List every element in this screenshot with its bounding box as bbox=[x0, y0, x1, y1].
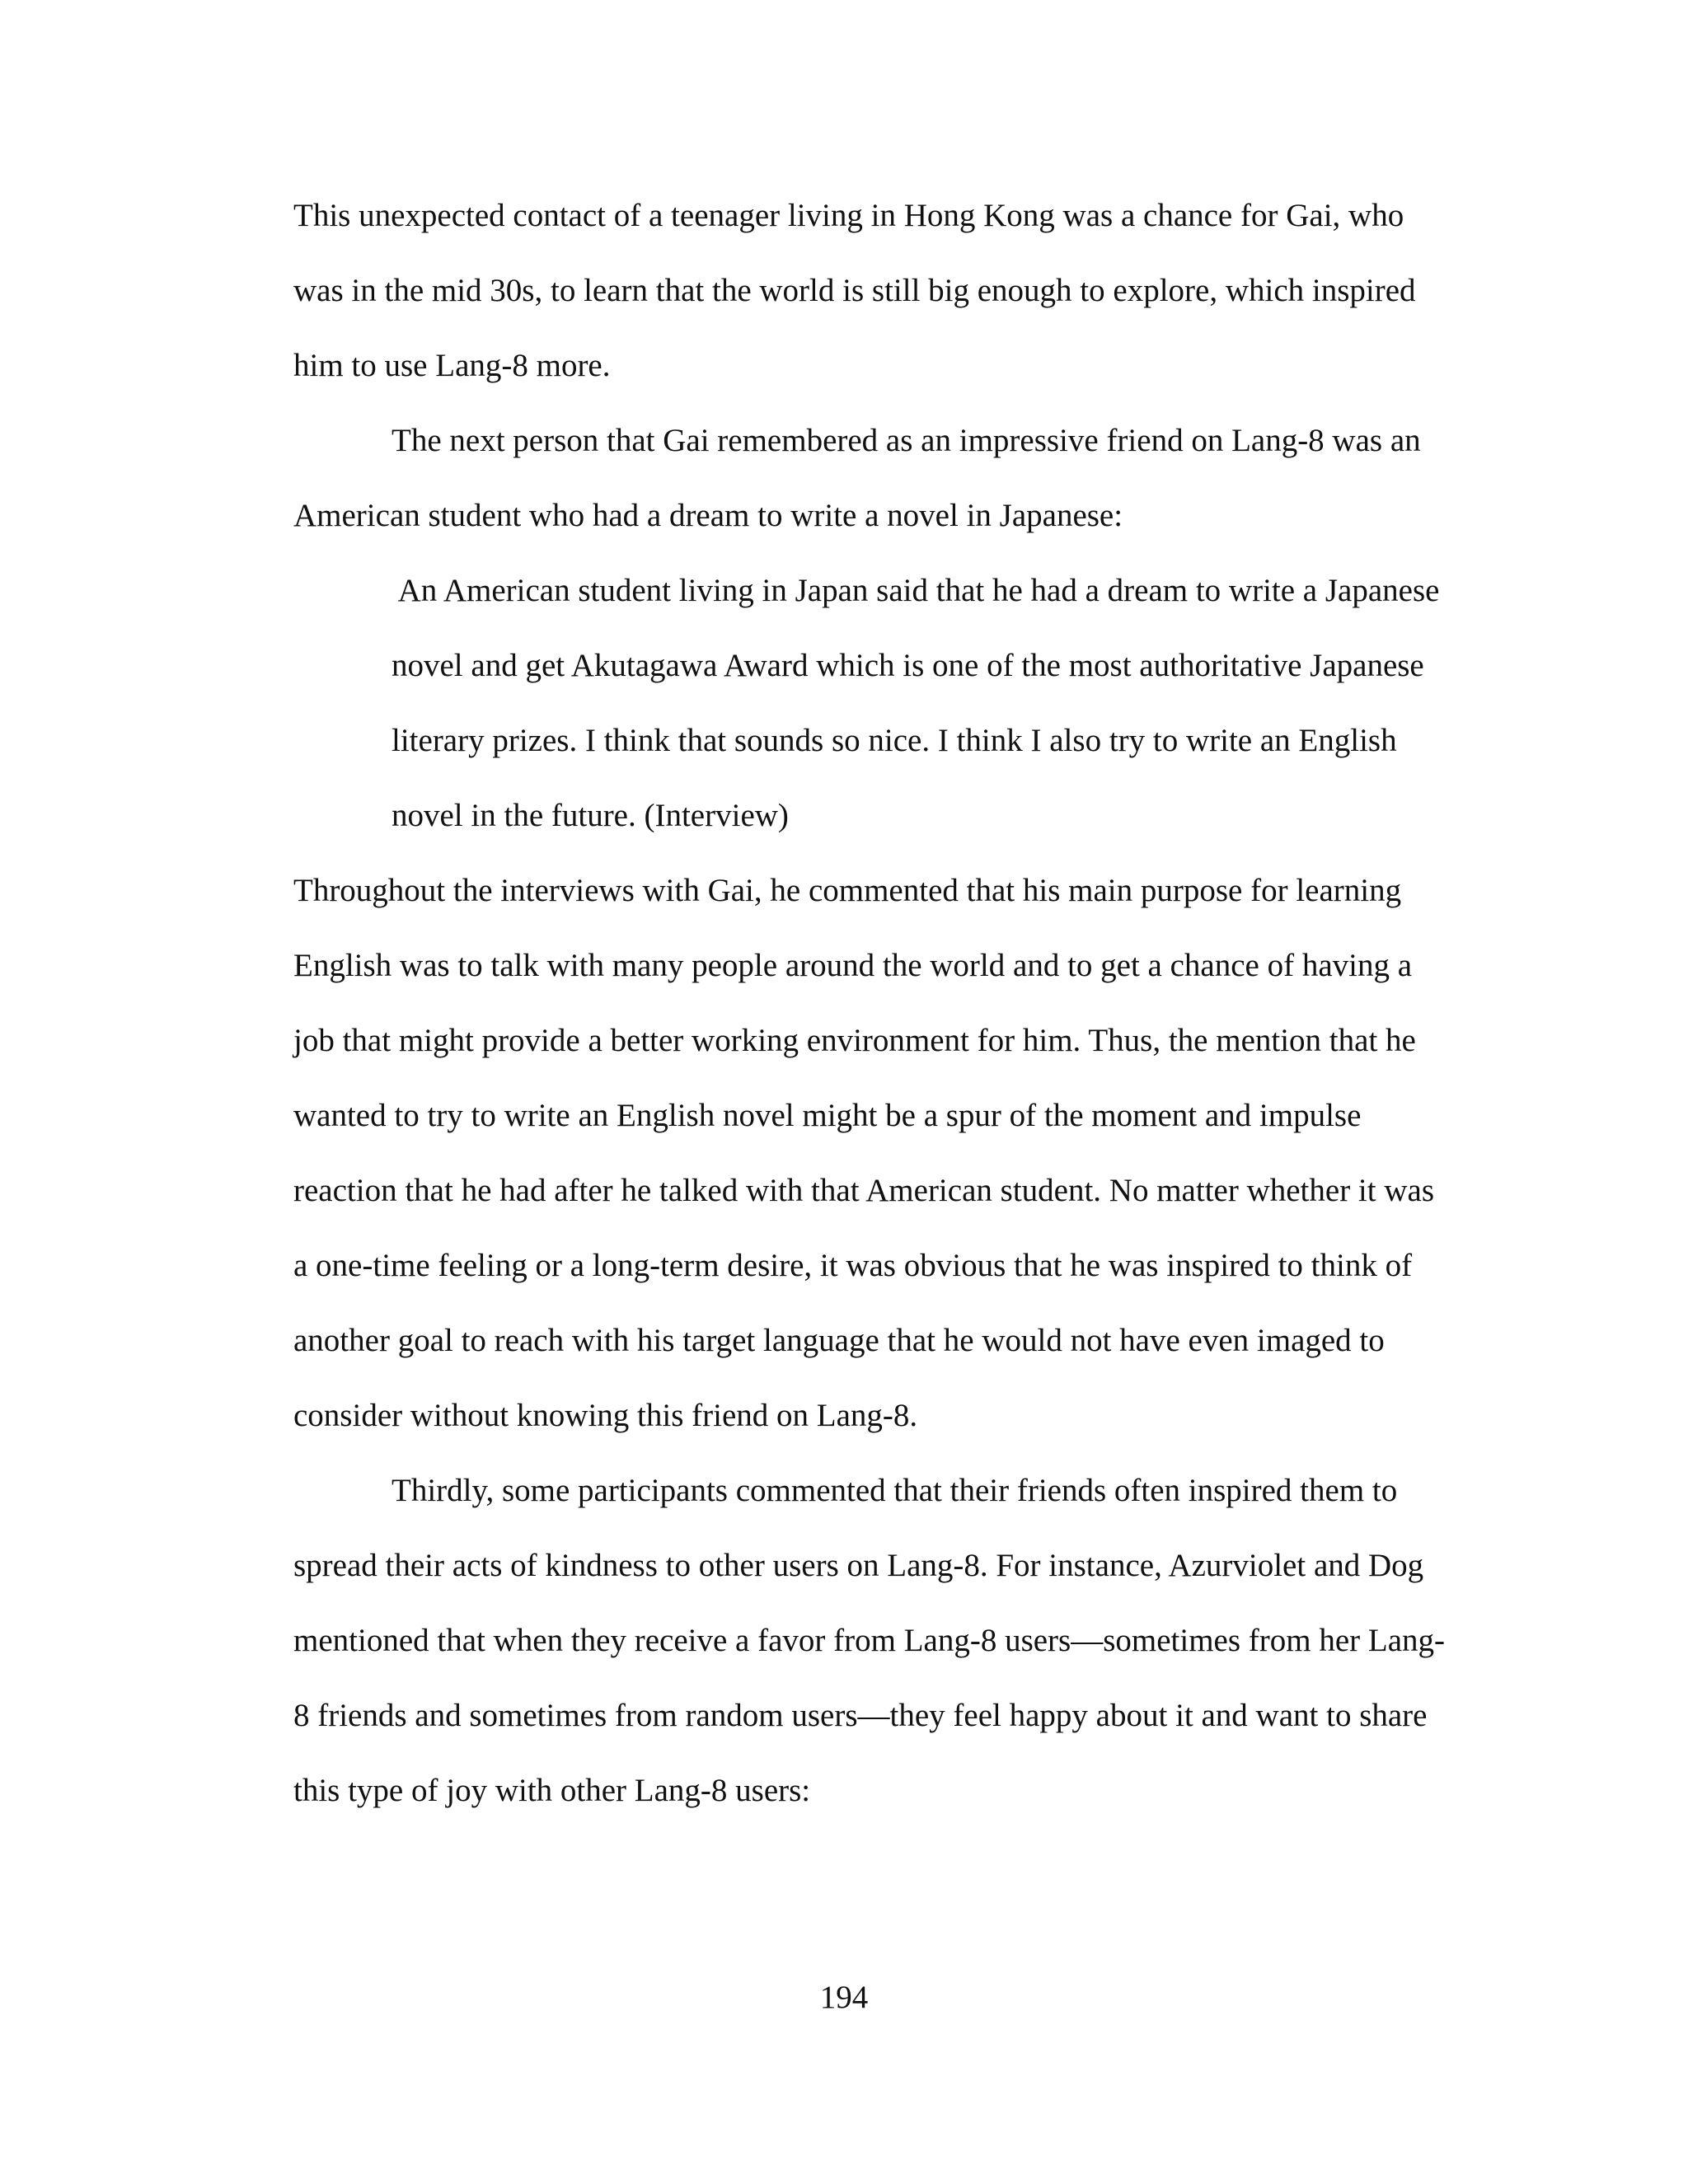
block-quote-line: An American student living in Japan said that he had a dream to write a Japanese bbox=[392, 573, 1440, 608]
block-quote-line: novel and get Akutagawa Award which is one of the most authoritative Japanese bbox=[392, 648, 1424, 683]
paragraph-line: was in the mid 30s, to learn that the world is still big enough to explore, which inspired bbox=[293, 273, 1416, 308]
paragraph-line: mentioned that when they receive a favor from Lang-8 users—sometimes from her Lang- bbox=[293, 1623, 1446, 1658]
paragraph-line: him to use Lang-8 more. bbox=[293, 348, 611, 383]
paragraph-line: another goal to reach with his target language that he would not have even imaged to bbox=[293, 1323, 1385, 1358]
paragraph-line: reaction that he had after he talked with that American student. No matter whether it was bbox=[293, 1173, 1435, 1208]
paragraph-line: spread their acts of kindness to other users on Lang-8. For instance, Azurviolet and Dog bbox=[293, 1548, 1424, 1583]
paragraph-line: This unexpected contact of a teenager living in Hong Kong was a chance for Gai, who bbox=[293, 198, 1404, 233]
paragraph-line: job that might provide a better working environment for him. Thus, the mention that he bbox=[293, 1023, 1416, 1058]
paragraph-line: this type of joy with other Lang-8 users: bbox=[293, 1773, 811, 1808]
paragraph-line: English was to talk with many people around the world and to get a chance of having a bbox=[293, 948, 1413, 983]
paragraph-line: a one-time feeling or a long-term desire, it was obvious that he was inspired to think of bbox=[293, 1248, 1413, 1283]
paragraph-line: Throughout the interviews with Gai, he commented that his main purpose for learning bbox=[293, 873, 1402, 908]
block-quote-line: literary prizes. I think that sounds so nice. I think I also try to write an English bbox=[392, 723, 1397, 758]
paragraph-line: Thirdly, some participants commented that their friends often inspired them to bbox=[392, 1473, 1398, 1508]
paragraph-line: 8 friends and sometimes from random users—they feel happy about it and want to share bbox=[293, 1698, 1428, 1733]
paragraph-line: wanted to try to write an English novel might be a spur of the moment and impulse bbox=[293, 1098, 1362, 1133]
block-quote-line: novel in the future. (Interview) bbox=[392, 798, 789, 833]
paragraph-line: The next person that Gai remembered as an impressive friend on Lang-8 was an bbox=[392, 423, 1421, 458]
paragraph-line: consider without knowing this friend on Lang-8. bbox=[293, 1398, 918, 1433]
page-number: 194 bbox=[819, 1980, 869, 2015]
paragraph-line: American student who had a dream to write a novel in Japanese: bbox=[293, 498, 1123, 533]
